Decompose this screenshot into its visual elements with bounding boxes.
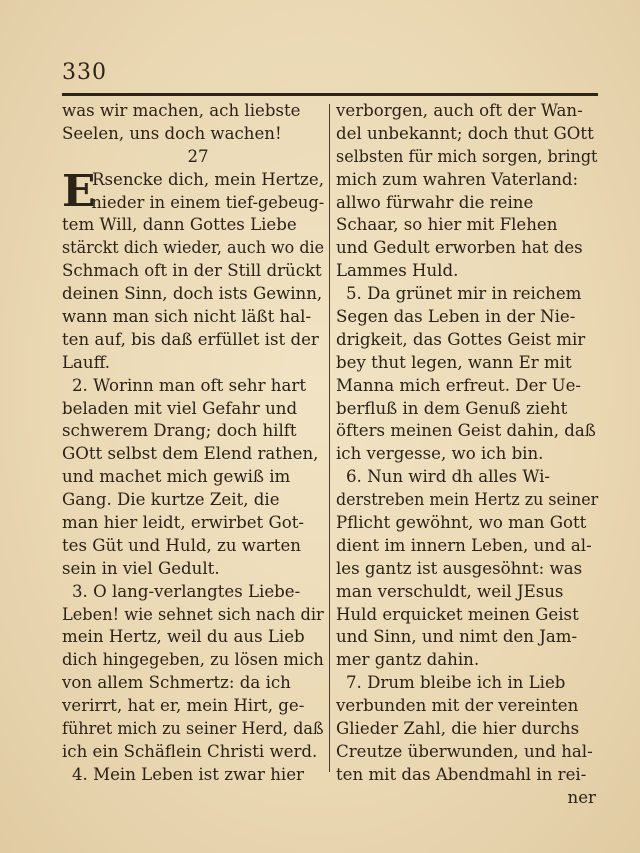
text-line: verirrt, hat er, mein Hirt, ge- (62, 696, 305, 716)
text-line: verbunden mit der vereinten (336, 696, 579, 716)
text-line: Segen das Leben in der Nie- (336, 307, 576, 327)
text-line: und Gedult erworben hat des (336, 238, 583, 258)
text-line: und machet mich gewiß im (62, 467, 291, 487)
text-line: Pflicht gewöhnt, wo man Gott (336, 513, 587, 533)
text-line: und Sinn, und nimt den Jam- (336, 627, 578, 647)
text-line: Gang. Die kurtze Zeit, die (62, 490, 280, 510)
text-line: Leben! wie sehnet sich nach dir (62, 604, 324, 624)
right-column (336, 100, 598, 810)
text-line: man hier leidt, erwirbet Got- (62, 513, 304, 533)
text-line: wann man sich nicht läßt hal- (62, 307, 312, 327)
text-line: GOtt selbst dem Elend rathen, (62, 444, 319, 464)
text-line: Lauff. (62, 352, 111, 372)
text-line: verborgen, auch oft der Wan- (336, 101, 583, 120)
text-line: 7. Drum bleibe ich in Lieb (346, 673, 566, 693)
text-line: dich hingegeben, zu lösen mich (62, 650, 324, 670)
text-line: Glieder Zahl, die hier durchs (336, 719, 580, 739)
text-line: Rsencke dich, mein Hertze, (92, 169, 324, 189)
text-line: von allem Schmertz: da ich (62, 673, 291, 693)
text-line: Seelen, uns doch wachen! (62, 123, 282, 143)
text-line: Manna mich erfreut. Der Ue- (336, 375, 582, 395)
text-line: sein in viel Gedult. (62, 558, 220, 578)
text-line: allwo fürwahr die reine (336, 192, 534, 212)
catchword: ner (567, 787, 596, 807)
text-line: selbsten für mich sorgen, bringt (336, 146, 598, 166)
text-line: 5. Da grünet mir in reichem (346, 284, 582, 304)
text-line: ich ein Schäflein Christi werd. (62, 741, 318, 761)
left-column (62, 100, 324, 787)
text-line: schwerem Drang; doch hilft (62, 421, 297, 441)
text-line: Huld erquicket meinen Geist (336, 604, 579, 624)
text-line: 3. O lang-verlangtes Liebe- (72, 581, 301, 601)
text-line: man verschuldt, weil JEsus (336, 581, 564, 601)
column-divider (329, 104, 330, 772)
text-line: mein Hertz, weil du aus Lieb (62, 627, 305, 647)
text-line: ten mit das Abendmahl in rei- (336, 764, 587, 784)
text-line: dient im innern Leben, und al- (336, 535, 592, 555)
text-line: nieder in einem tief-gebeug- (91, 192, 325, 212)
text-line: was wir machen, ach liebste (62, 101, 301, 120)
text-line: deinen Sinn, doch ists Gewinn, (62, 284, 323, 304)
text-line: führet mich zu seiner Herd, daß (62, 719, 324, 739)
text-line: bey thut legen, wann Er mit (336, 352, 572, 372)
text-line: derstreben mein Hertz zu seiner (336, 490, 599, 510)
text-line: öfters meinen Geist dahin, daß (336, 421, 596, 441)
text-line: 4. Mein Leben ist zwar hier (72, 764, 304, 784)
text-line: tes Güt und Huld, zu warten (62, 535, 301, 555)
text-line: ten auf, bis daß erfüllet ist der (62, 329, 319, 349)
text-line: drigkeit, das Gottes Geist mir (336, 329, 586, 349)
text-line: mer gantz dahin. (336, 650, 480, 670)
drop-cap: E (62, 166, 96, 217)
text-line: tem Will, dann Gottes Liebe (62, 215, 297, 235)
text-line: beladen mit viel Gefahr und (62, 398, 298, 418)
hymn-number: 27 (187, 146, 209, 166)
text-line: stärckt dich wieder, auch wo die (62, 238, 325, 258)
text-line: Schaar, so hier mit Flehen (336, 215, 558, 235)
text-line: mich zum wahren Vaterland: (336, 169, 579, 189)
page-number: 330 (62, 60, 107, 85)
text-line: les gantz ist ausgesöhnt: was (336, 558, 583, 578)
text-line: del unbekannt; doch thut GOtt (336, 123, 594, 143)
text-line: ich vergesse, wo ich bin. (336, 444, 544, 464)
text-line: Schmach oft in der Still drückt (62, 261, 322, 281)
text-line: Creutze überwunden, und hal- (336, 741, 593, 761)
text-line: berfluß in dem Genuß zieht (336, 398, 568, 418)
text-line: 6. Nun wird dh alles Wi- (346, 467, 550, 487)
text-line: 2. Worinn man oft sehr hart (72, 375, 306, 395)
text-line: Lammes Huld. (336, 261, 459, 281)
header-rule (62, 93, 598, 96)
